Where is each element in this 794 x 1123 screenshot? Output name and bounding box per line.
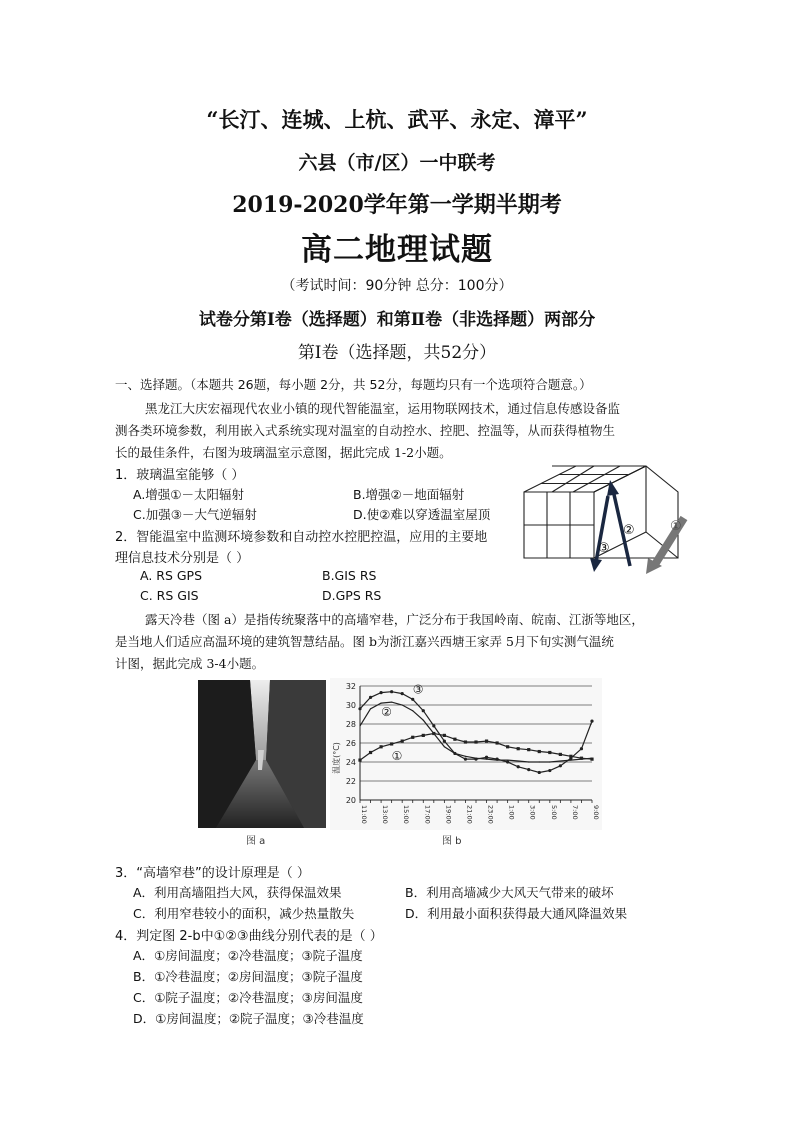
series-3-point: [369, 696, 372, 699]
series-3-point: [580, 747, 583, 750]
series-1-point: [453, 738, 456, 741]
series-1-point: [358, 759, 361, 762]
figure-a-label: 图 a: [246, 836, 266, 847]
intro2-line1: 露天冷巷（图 a）是指传统聚落中的高墙窄巷，广泛分布于我国岭南、皖南、江浙等地区，: [145, 612, 644, 627]
x-tick-label: 11:00: [360, 805, 368, 824]
series-2-point: [359, 725, 360, 726]
x-tick-label: 15:00: [402, 805, 411, 824]
series-1-point: [443, 734, 446, 737]
y-tick-label: 32: [345, 682, 356, 691]
series-2-point: [423, 720, 424, 721]
x-tick-label: 13:00: [381, 805, 390, 824]
series-label-1: ①: [391, 748, 403, 763]
q1-stem: 1．玻璃温室能够（ ）: [115, 468, 245, 483]
series-3-point: [474, 758, 477, 761]
series-2-point: [549, 761, 550, 762]
series-3-point: [527, 768, 530, 771]
series-1-point: [390, 742, 393, 745]
x-tick-label: 3:00: [528, 805, 537, 820]
series-2-point: [433, 733, 434, 734]
q2-option-c: C. RS GIS: [140, 588, 199, 603]
q1-option-c: C.加强③－大气逆辐射: [133, 507, 257, 522]
series-1-point: [485, 740, 488, 743]
arrow-label-3: ③: [598, 541, 610, 556]
x-tick-label: 21:00: [465, 805, 474, 824]
x-tick-label: 7:00: [570, 805, 579, 820]
series-3-point: [548, 769, 551, 772]
q4-option-b: B．①冷巷温度；②房间温度；③院子温度: [133, 969, 363, 984]
y-tick-label: 26: [345, 739, 356, 748]
exam-info: （考试时间：90分钟 总分：100分）: [281, 278, 513, 294]
series-3-point: [590, 720, 593, 723]
q2-stem-line2: 理信息技术分别是（ ）: [115, 551, 250, 566]
q2-option-a: A. RS GPS: [140, 568, 203, 583]
series-3-point: [432, 724, 435, 727]
series-2-point: [412, 710, 413, 711]
x-tick-label: 9:00: [592, 805, 600, 820]
figure-b-label: 图 b: [442, 836, 462, 847]
series-3-point: [422, 709, 425, 712]
series-2-point: [581, 759, 582, 760]
intro2-line2: 是当地人们适应高温环境的建筑智慧结晶。图 b为浙江嘉兴西塘王家弄 5月下旬实测气温统: [115, 634, 614, 649]
cold-lane-photo: [198, 680, 326, 828]
paper-note: 试卷分第Ⅰ卷（选择题）和第Ⅱ卷（非选择题）两部分: [198, 310, 596, 330]
y-tick-label: 28: [345, 720, 356, 729]
x-tick-label: 1:00: [507, 805, 516, 820]
section-heading: 一、选择题。（本题共 26题，每小题 2分，共 52分，每题均只有一个选项符合题意。）: [115, 377, 592, 392]
series-2-point: [465, 756, 466, 757]
series-1-point: [538, 750, 541, 753]
series-2-point: [380, 703, 381, 704]
q1-option-a: A.增强①－太阳辐射: [133, 487, 245, 502]
series-3-point: [495, 758, 498, 761]
series-1-point: [379, 745, 382, 748]
series-3-point: [569, 757, 572, 760]
temperature-chart: [330, 678, 602, 830]
series-3-point: [358, 707, 361, 710]
series-1-point: [369, 751, 372, 754]
y-tick-label: 30: [345, 701, 356, 710]
q4-stem: 4．判定图 2-b中①②③曲线分别代表的是（ ）: [115, 929, 383, 944]
series-1-point: [548, 751, 551, 754]
series-3-point: [411, 698, 414, 701]
series-3-point: [538, 771, 541, 774]
union-subtitle: 六县（市/区）一中联考: [298, 152, 496, 174]
x-tick-label: 17:00: [423, 805, 432, 824]
series-2-point: [391, 702, 392, 703]
series-3-point: [443, 740, 446, 743]
series-1-point: [495, 741, 498, 744]
series-3-point: [506, 760, 509, 763]
intro1-line1: 黑龙江大庆宏福现代农业小镇的现代智能温室，运用物联网技术，通过信息传感设备监: [145, 401, 621, 416]
q1-option-d: D.使②难以穿透温室屋顶: [353, 507, 491, 522]
series-2-point: [444, 746, 445, 747]
series-3-point: [453, 752, 456, 755]
volume-heading: 第Ⅰ卷（选择题，共52分）: [297, 343, 497, 363]
greenhouse-diagram: [518, 462, 690, 580]
intro2-line3: 计图，据此完成 3-4小题。: [115, 656, 265, 671]
x-tick-label: 23:00: [486, 805, 495, 824]
q2-option-b: B.GIS RS: [322, 568, 377, 583]
intro1-line3: 长的最佳条件，右图为玻璃温室示意图，据此完成 1-2小题。: [115, 445, 452, 460]
q4-option-a: A．①房间温度；②冷巷温度；③院子温度: [133, 948, 363, 963]
x-tick-label: 5:00: [549, 805, 558, 820]
x-tick-label: 19:00: [444, 805, 453, 824]
q3-option-c: C．利用窄巷较小的面积，减少热量散失: [133, 906, 355, 921]
union-title: “长汀、连城、上杭、武平、永定、漳平”: [206, 107, 588, 132]
series-3-point: [390, 690, 393, 693]
series-2-point: [528, 761, 529, 762]
series-3-point: [559, 764, 562, 767]
intro1-line2: 测各类环境参数，利用嵌入式系统实现对温室的自动控水、控肥、控温等，从而获得植物生: [115, 423, 616, 438]
q4-option-c: C．①院子温度；②冷巷温度；③房间温度: [133, 990, 363, 1005]
series-1-point: [464, 740, 467, 743]
series-2-point: [591, 758, 592, 759]
q3-option-a: A．利用高墙阻挡大风，获得保温效果: [133, 885, 342, 900]
series-2-point: [518, 760, 519, 761]
series-2-point: [402, 704, 403, 705]
q2-stem-line1: 2．智能温室中监测环境参数和自动控水控肥控温，应用的主要地: [115, 530, 488, 545]
arrow-label-2: ②: [623, 523, 635, 538]
y-tick-label: 20: [345, 796, 356, 805]
paper-title: 高二地理试题: [301, 232, 493, 268]
series-3-point: [379, 691, 382, 694]
series-3-point: [464, 758, 467, 761]
arrow-label-1: ①: [670, 519, 682, 534]
series-3-point: [517, 765, 520, 768]
series-1-point: [474, 740, 477, 743]
y-axis-label: 温度(°C): [332, 742, 341, 774]
series-1-point: [517, 747, 520, 750]
series-3-point: [401, 692, 404, 695]
series-2-point: [370, 708, 371, 709]
series-2-point: [560, 760, 561, 761]
series-1-point: [559, 753, 562, 756]
series-1-point: [411, 736, 414, 739]
series-label-2: ②: [381, 705, 392, 720]
series-label-3: ③: [412, 682, 424, 697]
series-1-point: [506, 745, 509, 748]
term-title: 2019-2020学年第一学期半期考: [232, 192, 562, 218]
q2-option-d: D.GPS RS: [322, 588, 382, 603]
series-2-point: [539, 761, 540, 762]
y-tick-label: 24: [345, 758, 356, 767]
series-1-point: [422, 734, 425, 737]
series-1-point: [527, 748, 530, 751]
series-3-point: [485, 756, 488, 759]
q4-option-d: D．①房间温度；②院子温度；③冷巷温度: [133, 1011, 364, 1026]
q1-option-b: B.增强②－地面辐射: [353, 487, 465, 502]
series-1-point: [401, 740, 404, 743]
q3-option-d: D．利用最小面积获得最大通风降温效果: [405, 906, 628, 921]
q3-option-b: B．利用高墙减少大风天气带来的破坏: [405, 885, 614, 900]
q3-stem: 3．“高墙窄巷”的设计原理是（ ）: [115, 866, 310, 881]
y-tick-label: 22: [345, 777, 356, 786]
